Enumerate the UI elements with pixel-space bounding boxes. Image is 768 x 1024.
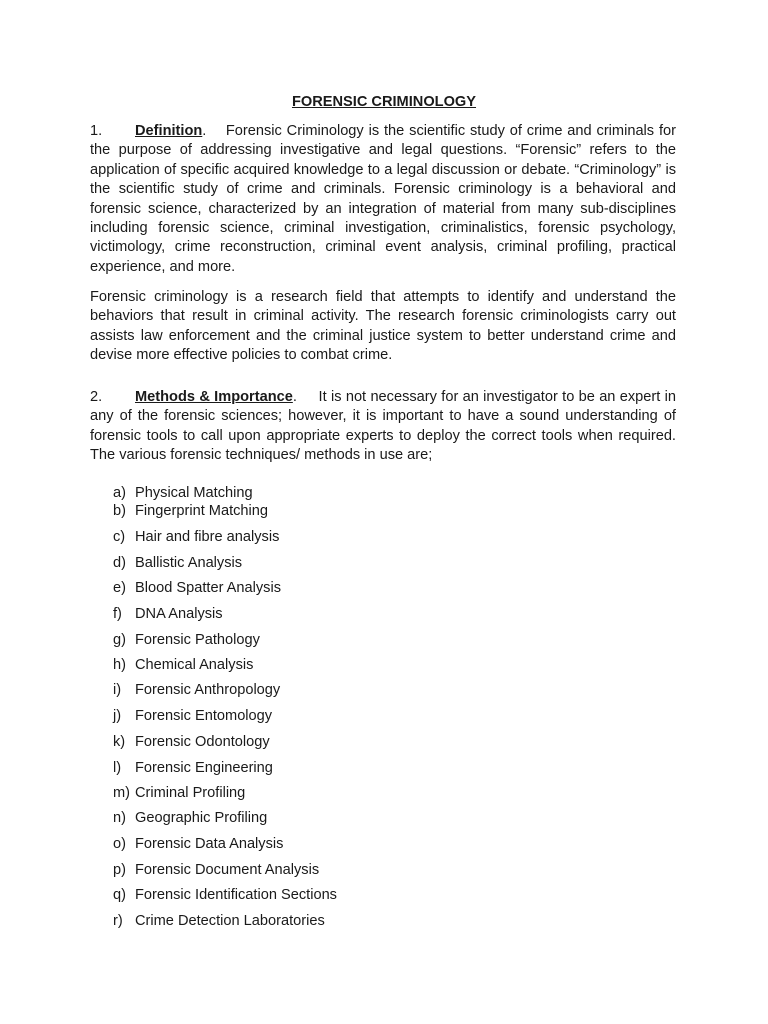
list-item-label: e) — [113, 580, 126, 596]
definition-paragraph — [90, 122, 676, 277]
list-item-label: o) — [113, 836, 126, 852]
list-item-label: g) — [113, 632, 126, 648]
list-item-label: l) — [113, 760, 122, 776]
list-item-text: Forensic Pathology — [135, 632, 260, 648]
list-item-label: h) — [113, 657, 126, 673]
list-item — [113, 759, 273, 777]
list-item — [113, 886, 337, 904]
list-item-text: Physical Matching — [135, 485, 253, 501]
list-item-label: b) — [113, 503, 126, 519]
list-item-label: i) — [113, 682, 122, 698]
list-item-text: Forensic Identification Sections — [135, 887, 337, 903]
list-item-text: Chemical Analysis — [135, 657, 254, 673]
list-item-label: r) — [113, 913, 123, 929]
list-item-label: f) — [113, 606, 122, 622]
list-item-label: c) — [113, 529, 126, 545]
list-item — [113, 861, 319, 879]
list-item — [113, 733, 270, 751]
definition-followup-paragraph: Forensic criminology is a research field that attempts to identify and understand the behaviors that result in criminal activity. The research forensic criminologists carry out assists law enforcement and the criminal justice system to better understand crime and devise more effective policies to combat crime. — [90, 289, 676, 364]
list-item-text: Criminal Profiling — [135, 785, 246, 801]
list-item — [113, 707, 272, 725]
section-heading: Definition — [135, 123, 203, 139]
section-heading: Methods & Importance — [135, 389, 293, 405]
list-item-text: Ballistic Analysis — [135, 555, 243, 571]
list-item-text: Forensic Document Analysis — [135, 862, 320, 878]
list-item-label: d) — [113, 555, 126, 571]
page-title: FORENSIC CRIMINOLOGY — [291, 94, 477, 110]
list-item — [113, 605, 223, 623]
methods-paragraph — [90, 388, 676, 466]
list-item-text: Forensic Data Analysis — [135, 836, 284, 852]
list-item — [113, 656, 253, 674]
list-item-label: a) — [113, 485, 126, 501]
methods-body: It is not necessary for an investigator to be an expert in any of the forensic sciences; however, it is important to have a sound understanding of forensic tools to call upon appropriate experts to deploy the correct tools when required. The various forensic techniques/ methods in use are; — [90, 389, 676, 464]
list-item-label: m) — [113, 785, 131, 801]
list-item — [113, 912, 325, 930]
heading-suffix: . — [202, 123, 207, 139]
list-item-text: Geographic Profiling — [135, 810, 268, 826]
list-item — [113, 631, 260, 649]
list-item-text: Forensic Anthropology — [135, 682, 281, 698]
list-item-text: Forensic Entomology — [135, 708, 273, 724]
list-item — [113, 809, 267, 827]
list-item-label: q) — [113, 887, 126, 903]
list-item — [113, 579, 281, 597]
list-item-text: Forensic Odontology — [135, 734, 270, 750]
list-item-label: n) — [113, 810, 126, 826]
section-number: 2. — [90, 389, 103, 405]
list-item-label: p) — [113, 862, 126, 878]
list-item-text: Forensic Engineering — [135, 760, 273, 776]
list-item-label: j) — [113, 708, 122, 724]
definition-body: Forensic Criminology is the scientific study of crime and criminals for the purpose of addressing investigative and legal questions. “Forensic” refers to the application of specific acquired knowledge to a legal discussion or debate. “Criminology” is the scientific study of crime and criminals. Forensic criminology is a behavioral and forensic science, characterized by an integration of material from many sub-disciplines including forensic science, criminal investigation, criminalistics, forensic psychology, victimology, crime reconstruction, criminal event analysis, criminal profiling, practical experience, and more. — [90, 123, 677, 275]
section-number: 1. — [90, 123, 103, 139]
list-item-text: Hair and fibre analysis — [135, 529, 280, 545]
list-item — [113, 554, 242, 572]
list-item-text: Fingerprint Matching — [135, 503, 269, 519]
list-item — [113, 502, 268, 520]
list-item — [113, 835, 283, 853]
list-item — [113, 484, 253, 502]
list-item-text: Crime Detection Laboratories — [135, 913, 325, 929]
list-item — [113, 528, 279, 546]
list-item-text: Blood Spatter Analysis — [135, 580, 282, 596]
heading-suffix: . — [292, 389, 297, 405]
list-item-label: k) — [113, 734, 126, 750]
list-item — [113, 681, 280, 699]
list-item — [113, 784, 245, 802]
list-item-text: DNA Analysis — [135, 606, 223, 622]
